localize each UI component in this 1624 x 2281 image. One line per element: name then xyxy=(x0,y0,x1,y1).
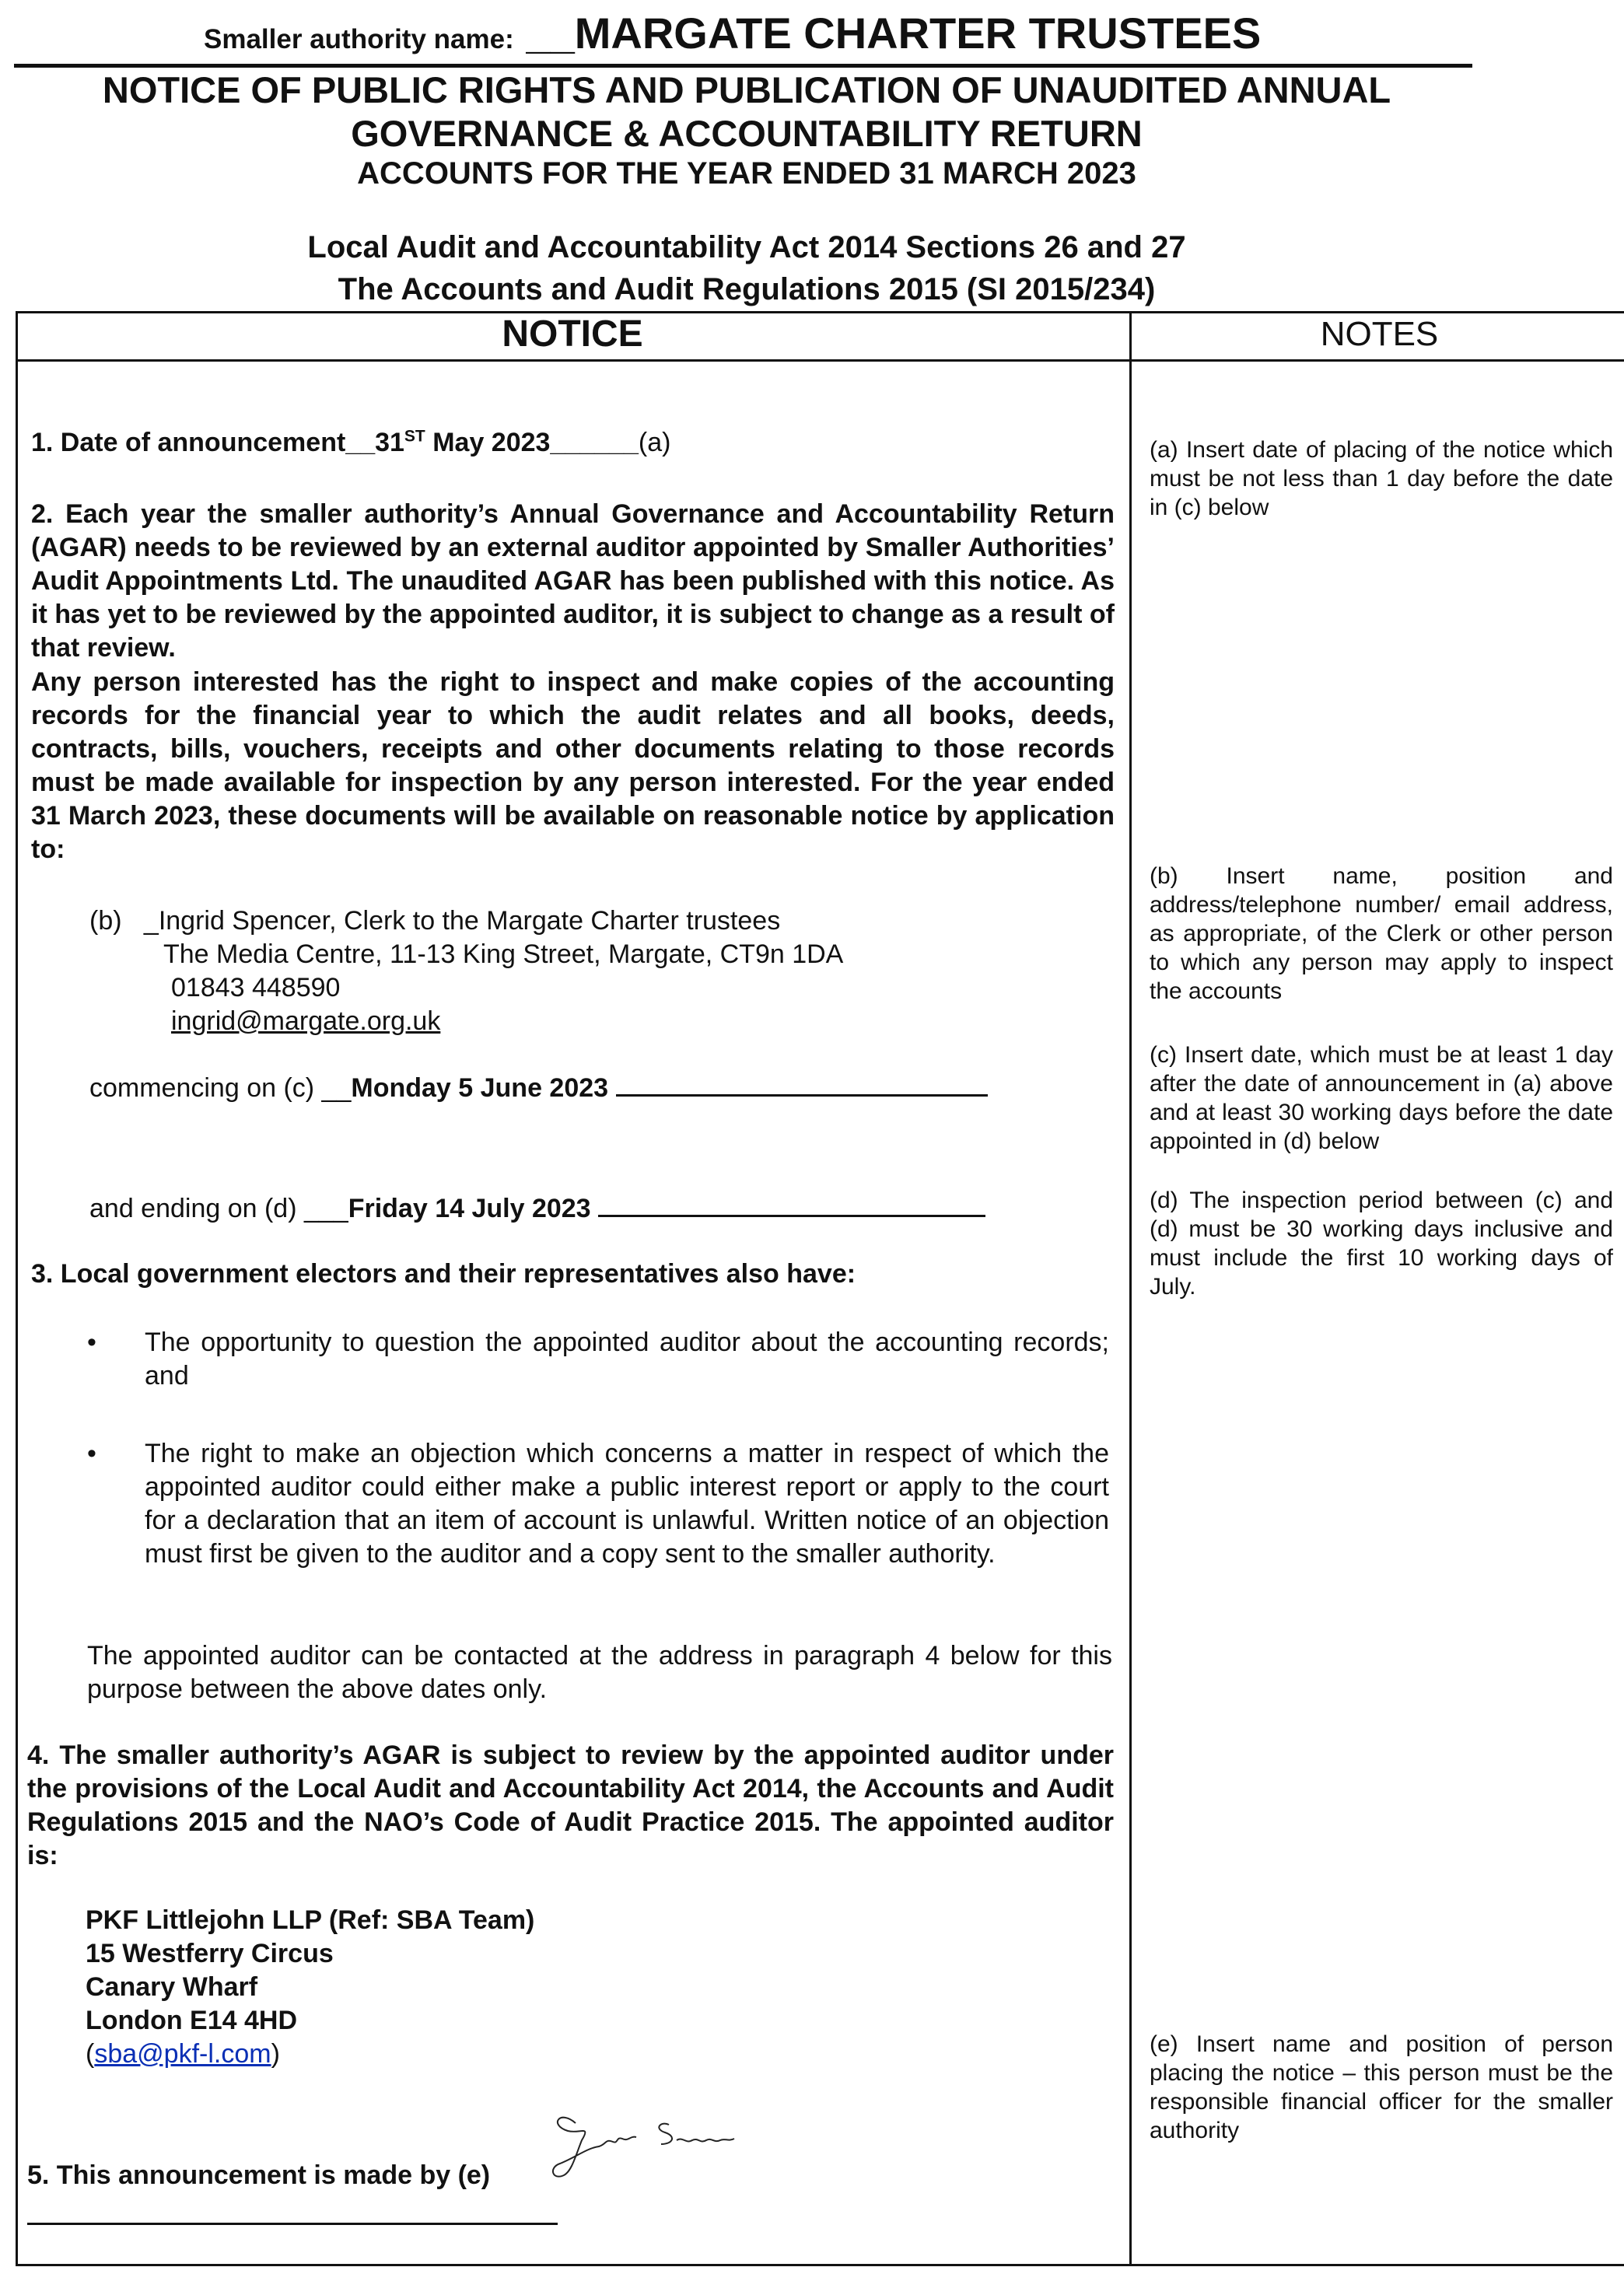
clerk-address: The Media Centre, 11-13 King Street, Margate, CT9n 1DA xyxy=(163,939,844,969)
legislation-line-2: The Accounts and Audit Regulations 2015 (SI 2015/234) xyxy=(338,272,1156,306)
auditor-email-link[interactable]: sba@pkf-l.com xyxy=(94,2039,271,2069)
ending-line xyxy=(89,1190,985,1226)
paragraph-3: 3. Local government electors and their representatives also have: xyxy=(31,1259,856,1289)
bullet-1: The opportunity to question the appointed auditor about the accounting records; and xyxy=(145,1328,1109,1391)
note-e: (e) Insert name and position of person placing the notice – this person must be the responsible financial officer for the smaller authority xyxy=(1150,2031,1613,2143)
auditor-street: 15 Westferry Circus xyxy=(86,1939,334,1968)
paragraph-3-end: The appointed auditor can be contacted at the address in paragraph 4 below for this purpose between the above dates only. xyxy=(87,1641,1112,1704)
ending-underline xyxy=(598,1190,985,1217)
announcement-date: May 2023______ xyxy=(425,428,639,457)
authority-name-line xyxy=(204,8,1261,58)
clerk-telephone: 01843 448590 xyxy=(171,973,341,1002)
commencing-label: commencing on (c) __ xyxy=(89,1073,352,1103)
paragraph-4: 4. The smaller authority’s AGAR is subject to review by the appointed auditor under the provisions of the Local Audit and Accountability Act 2014, the Accounts and Audit Regulations 2015 and the NAO’s Code of Audit Practice 2015. The appointed auditor is: xyxy=(27,1740,1114,1870)
ending-label: and ending on (d) ___ xyxy=(89,1194,348,1223)
auditor-area: Canary Wharf xyxy=(86,1972,258,2002)
note-c: (c) Insert date, which must be at least 1 day after the date of announcement in (a) above and at least 30 working days before the date appointed in (d) below xyxy=(1150,1042,1613,1154)
note-ref-b: (b) xyxy=(89,906,122,936)
date-suffix: ST xyxy=(404,427,425,446)
announcement-date-prefix: 1. Date of announcement__31 xyxy=(31,428,404,457)
note-d: (d) The inspection period between (c) and (d) must be 30 working days inclusive and must include the first 10 working days of July. xyxy=(1150,1188,1613,1300)
paragraph-1 xyxy=(31,426,670,460)
title-line-1: NOTICE OF PUBLIC RIGHTS AND PUBLICATION OF UNAUDITED ANNUAL xyxy=(102,69,1391,110)
ending-date: Friday 14 July 2023 xyxy=(348,1194,591,1223)
clerk-email-link[interactable]: ingrid@margate.org.uk xyxy=(171,1006,441,1036)
handwritten-signature xyxy=(544,2101,778,2187)
auditor-name: PKF Littlejohn LLP (Ref: SBA Team) xyxy=(86,1905,535,1935)
note-ref-a: (a) xyxy=(638,428,671,457)
paragraph-2: 2. Each year the smaller authority’s Annual Governance and Accountability Return (AGAR) needs to be reviewed by an external auditor appointed by Smaller Authorities’ Audit Appointments Ltd. The unaudited AGAR has been published with this notice. As it has yet to be reviewed by the appointed auditor, it is subject to change as a result of that review. xyxy=(31,499,1115,663)
note-a: (a) Insert date of placing of the notice which must be not less than 1 day before the date in (c) below xyxy=(1150,437,1613,520)
bullet-2-dot: • xyxy=(87,1439,96,1468)
header-row-divider xyxy=(16,359,1624,362)
commencing-underline xyxy=(616,1069,988,1097)
paragraph-2b: Any person interested has the right to inspect and make copies of the accounting records for the financial year to which the audit relates and all books, deeds, contracts, bills, vouchers, receipts and other documents relating to those records must be made available for inspection by any person interested. For the year ended 31 March 2023, these documents will be available on reasonable notice by application to: xyxy=(31,667,1115,864)
clerk-name: _Ingrid Spencer, Clerk to the Margate Charter trustees xyxy=(143,906,781,936)
authority-label: Smaller authority name: xyxy=(204,24,514,54)
auditor-address: PKF Littlejohn LLP (Ref: SBA Team) 15 Westferry Circus Canary Wharf London E14 4HD (sba@pkf-l.com) xyxy=(86,1905,535,2069)
authority-name: __MARGATE CHARTER TRUSTEES xyxy=(526,9,1262,58)
commencing-line xyxy=(89,1069,988,1105)
signature-underline xyxy=(27,2223,558,2225)
title-line-2: GOVERNANCE & ACCOUNTABILITY RETURN xyxy=(351,113,1143,154)
paragraph-5: 5. This announcement is made by (e) xyxy=(27,2160,491,2190)
contact-block xyxy=(89,904,843,1038)
bullet-2: The right to make an objection which concerns a matter in respect of which the appointed auditor could either make a public interest report or apply to the court for a declaration that an item of account is unlawful. Written notice of an objection must first be given to the auditor and a copy sent to the smaller authority. xyxy=(145,1439,1109,1569)
note-b: (b) Insert name, position and address/telephone number/ email address, as appropriate, of the Clerk or other person to which any person may apply to inspect the accounts xyxy=(1150,863,1613,1004)
header-rule xyxy=(14,64,1472,68)
notice-column-header: NOTICE xyxy=(502,313,643,355)
column-divider xyxy=(1129,311,1132,2266)
commencing-date: Monday 5 June 2023 xyxy=(351,1073,609,1103)
legislation-line-1: Local Audit and Accountability Act 2014 Sections 26 and 27 xyxy=(307,230,1186,264)
notes-column-header: NOTES xyxy=(1320,315,1439,353)
bullet-1-dot: • xyxy=(87,1328,96,1357)
auditor-city: London E14 4HD xyxy=(86,2006,298,2035)
title-line-3: ACCOUNTS FOR THE YEAR ENDED 31 MARCH 2023 xyxy=(357,156,1136,191)
